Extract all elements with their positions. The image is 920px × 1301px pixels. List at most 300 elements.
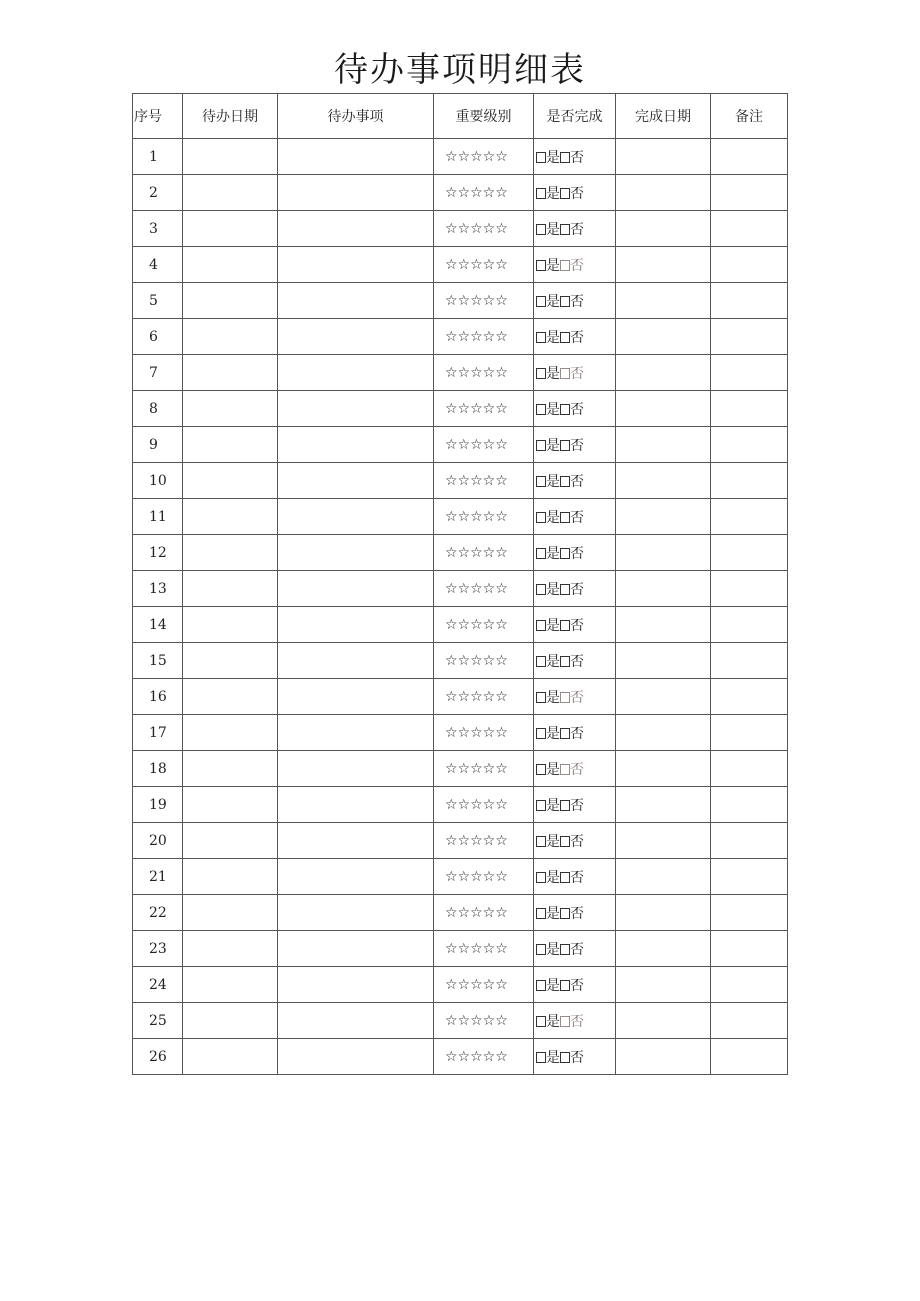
yes-label: 是 <box>546 185 560 202</box>
remarks-cell[interactable] <box>711 247 788 283</box>
row-seq: 18 <box>133 751 183 787</box>
table-body <box>133 139 788 1075</box>
no-option <box>560 186 584 202</box>
no-checkbox-icon[interactable] <box>560 944 570 955</box>
remarks-cell[interactable] <box>711 715 788 751</box>
row-seq: 1 <box>133 139 183 175</box>
row-seq: 16 <box>133 679 183 715</box>
remarks-cell[interactable] <box>711 1003 788 1039</box>
row-seq: 19 <box>133 787 183 823</box>
yes-label: 是 <box>546 617 560 634</box>
todo-date-cell[interactable] <box>183 787 278 823</box>
completed-date-cell[interactable] <box>616 859 711 895</box>
header-priority: 重要级别 <box>434 94 534 139</box>
todo-item-cell[interactable] <box>278 643 434 679</box>
header-seq: 序号 <box>133 94 183 139</box>
yes-label: 是 <box>546 797 560 814</box>
todo-item-cell[interactable] <box>278 679 434 715</box>
row-seq: 20 <box>133 823 183 859</box>
completed-date-cell[interactable] <box>616 1003 711 1039</box>
remarks-cell[interactable] <box>711 1039 788 1075</box>
yes-label: 是 <box>546 833 560 850</box>
yes-label: 是 <box>546 581 560 598</box>
todo-date-cell[interactable] <box>183 715 278 751</box>
no-checkbox-icon[interactable] <box>560 296 570 307</box>
no-option <box>560 222 584 238</box>
todo-date-cell[interactable] <box>183 499 278 535</box>
completed-date-cell[interactable] <box>616 175 711 211</box>
no-label: 否 <box>570 437 584 454</box>
todo-item-cell[interactable] <box>278 967 434 1003</box>
yes-label: 是 <box>546 221 560 238</box>
todo-date-cell[interactable] <box>183 463 278 499</box>
todo-date-cell[interactable] <box>183 1039 278 1075</box>
no-label: 否 <box>570 977 584 994</box>
priority-stars[interactable]: ☆☆☆☆☆ <box>434 391 534 427</box>
no-label: 否 <box>570 149 584 166</box>
todo-item-cell[interactable] <box>278 391 434 427</box>
priority-stars[interactable]: ☆☆☆☆☆ <box>434 787 534 823</box>
no-option <box>560 150 584 166</box>
no-checkbox-icon[interactable] <box>560 800 570 811</box>
todo-date-cell[interactable] <box>183 931 278 967</box>
yes-checkbox-icon[interactable] <box>536 440 546 451</box>
todo-item-cell[interactable] <box>278 355 434 391</box>
remarks-cell[interactable] <box>711 643 788 679</box>
completed-options <box>534 319 616 355</box>
yes-checkbox-icon[interactable] <box>536 404 546 415</box>
yes-checkbox-icon[interactable] <box>536 476 546 487</box>
todo-date-cell[interactable] <box>183 1003 278 1039</box>
todo-item-cell[interactable] <box>278 571 434 607</box>
todo-date-cell[interactable] <box>183 139 278 175</box>
no-label: 否 <box>570 293 584 310</box>
yes-checkbox-icon[interactable] <box>536 944 546 955</box>
yes-checkbox-icon[interactable] <box>536 728 546 739</box>
header-todo-date: 待办日期 <box>183 94 278 139</box>
todo-date-cell[interactable] <box>183 607 278 643</box>
no-option <box>560 474 584 490</box>
no-label: 否 <box>570 941 584 958</box>
no-option <box>560 798 584 814</box>
completed-date-cell[interactable] <box>616 211 711 247</box>
completed-options <box>534 679 616 715</box>
no-label: 否 <box>570 797 584 814</box>
remarks-cell[interactable] <box>711 895 788 931</box>
no-checkbox-icon[interactable] <box>560 728 570 739</box>
completed-options <box>534 571 616 607</box>
row-seq: 5 <box>133 283 183 319</box>
completed-date-cell[interactable] <box>616 571 711 607</box>
yes-label: 是 <box>546 437 560 454</box>
completed-date-cell[interactable] <box>616 391 711 427</box>
row-seq: 10 <box>133 463 183 499</box>
table-row <box>133 175 788 211</box>
completed-options <box>534 247 616 283</box>
yes-checkbox-icon[interactable] <box>536 368 546 379</box>
completed-date-cell[interactable] <box>616 895 711 931</box>
yes-checkbox-icon[interactable] <box>536 512 546 523</box>
no-checkbox-icon[interactable] <box>560 188 570 199</box>
no-label: 否 <box>570 221 584 238</box>
todo-date-cell[interactable] <box>183 427 278 463</box>
no-option <box>560 654 584 670</box>
no-option <box>560 402 584 418</box>
todo-item-cell[interactable] <box>278 463 434 499</box>
todo-date-cell[interactable] <box>183 643 278 679</box>
completed-options <box>534 211 616 247</box>
priority-stars[interactable]: ☆☆☆☆☆ <box>434 499 534 535</box>
no-checkbox-icon[interactable] <box>560 476 570 487</box>
no-option <box>560 582 584 598</box>
completed-options <box>534 427 616 463</box>
row-seq: 26 <box>133 1039 183 1075</box>
completed-date-cell[interactable] <box>616 751 711 787</box>
priority-stars[interactable]: ☆☆☆☆☆ <box>434 355 534 391</box>
remarks-cell[interactable] <box>711 679 788 715</box>
todo-date-cell[interactable] <box>183 211 278 247</box>
completed-date-cell[interactable] <box>616 355 711 391</box>
row-seq: 4 <box>133 247 183 283</box>
priority-stars[interactable]: ☆☆☆☆☆ <box>434 1039 534 1075</box>
priority-stars[interactable]: ☆☆☆☆☆ <box>434 247 534 283</box>
row-seq: 22 <box>133 895 183 931</box>
remarks-cell[interactable] <box>711 931 788 967</box>
no-label: 否 <box>570 1013 584 1030</box>
yes-label: 是 <box>546 941 560 958</box>
completed-date-cell[interactable] <box>616 679 711 715</box>
todo-item-cell[interactable] <box>278 211 434 247</box>
no-checkbox-icon[interactable] <box>560 692 570 703</box>
todo-date-cell[interactable] <box>183 283 278 319</box>
row-seq: 9 <box>133 427 183 463</box>
no-checkbox-icon[interactable] <box>560 404 570 415</box>
row-seq: 3 <box>133 211 183 247</box>
yes-checkbox-icon[interactable] <box>536 764 546 775</box>
yes-checkbox-icon[interactable] <box>536 692 546 703</box>
remarks-cell[interactable] <box>711 211 788 247</box>
no-label: 否 <box>570 617 584 634</box>
todo-item-cell[interactable] <box>278 247 434 283</box>
priority-stars[interactable]: ☆☆☆☆☆ <box>434 967 534 1003</box>
yes-label: 是 <box>546 293 560 310</box>
priority-stars[interactable]: ☆☆☆☆☆ <box>434 319 534 355</box>
table-row <box>133 1039 788 1075</box>
completed-date-cell[interactable] <box>616 715 711 751</box>
priority-stars[interactable]: ☆☆☆☆☆ <box>434 175 534 211</box>
table-row <box>133 427 788 463</box>
todo-item-cell[interactable] <box>278 931 434 967</box>
row-seq: 24 <box>133 967 183 1003</box>
yes-checkbox-icon[interactable] <box>536 224 546 235</box>
no-label: 否 <box>570 257 584 274</box>
yes-checkbox-icon[interactable] <box>536 980 546 991</box>
no-label: 否 <box>570 509 584 526</box>
yes-checkbox-icon[interactable] <box>536 908 546 919</box>
yes-checkbox-icon[interactable] <box>536 296 546 307</box>
no-checkbox-icon[interactable] <box>560 152 570 163</box>
no-checkbox-icon[interactable] <box>560 1052 570 1063</box>
remarks-cell[interactable] <box>711 535 788 571</box>
todo-item-cell[interactable] <box>278 427 434 463</box>
no-label: 否 <box>570 761 584 778</box>
yes-label: 是 <box>546 401 560 418</box>
row-seq: 23 <box>133 931 183 967</box>
table-row <box>133 1003 788 1039</box>
completed-date-cell[interactable] <box>616 427 711 463</box>
remarks-cell[interactable] <box>711 751 788 787</box>
remarks-cell[interactable] <box>711 823 788 859</box>
todo-item-cell[interactable] <box>278 823 434 859</box>
row-seq: 6 <box>133 319 183 355</box>
table-row <box>133 823 788 859</box>
priority-stars[interactable]: ☆☆☆☆☆ <box>434 931 534 967</box>
priority-stars[interactable]: ☆☆☆☆☆ <box>434 751 534 787</box>
priority-stars[interactable]: ☆☆☆☆☆ <box>434 895 534 931</box>
remarks-cell[interactable] <box>711 355 788 391</box>
yes-label: 是 <box>546 761 560 778</box>
todo-item-cell[interactable] <box>278 283 434 319</box>
todo-item-cell[interactable] <box>278 751 434 787</box>
remarks-cell[interactable] <box>711 319 788 355</box>
no-label: 否 <box>570 365 584 382</box>
todo-date-cell[interactable] <box>183 679 278 715</box>
header-completed: 是否完成 <box>534 94 616 139</box>
completed-options <box>534 499 616 535</box>
priority-stars[interactable]: ☆☆☆☆☆ <box>434 679 534 715</box>
table-row <box>133 283 788 319</box>
yes-checkbox-icon[interactable] <box>536 836 546 847</box>
todo-item-cell[interactable] <box>278 1039 434 1075</box>
no-option <box>560 942 584 958</box>
yes-checkbox-icon[interactable] <box>536 1052 546 1063</box>
yes-checkbox-icon[interactable] <box>536 872 546 883</box>
todo-item-cell[interactable] <box>278 607 434 643</box>
completed-date-cell[interactable] <box>616 247 711 283</box>
yes-checkbox-icon[interactable] <box>536 656 546 667</box>
header-todo-item: 待办事项 <box>278 94 434 139</box>
no-checkbox-icon[interactable] <box>560 764 570 775</box>
completed-options <box>534 823 616 859</box>
todo-item-cell[interactable] <box>278 715 434 751</box>
completed-date-cell[interactable] <box>616 535 711 571</box>
todo-item-cell[interactable] <box>278 859 434 895</box>
yes-label: 是 <box>546 869 560 886</box>
todo-item-cell[interactable] <box>278 787 434 823</box>
header-completed-date: 完成日期 <box>616 94 711 139</box>
todo-item-cell[interactable] <box>278 1003 434 1039</box>
remarks-cell[interactable] <box>711 787 788 823</box>
no-checkbox-icon[interactable] <box>560 332 570 343</box>
completed-date-cell[interactable] <box>616 463 711 499</box>
completed-date-cell[interactable] <box>616 931 711 967</box>
completed-options <box>534 715 616 751</box>
no-option <box>560 906 584 922</box>
no-checkbox-icon[interactable] <box>560 908 570 919</box>
completed-options <box>534 139 616 175</box>
row-seq: 17 <box>133 715 183 751</box>
yes-checkbox-icon[interactable] <box>536 584 546 595</box>
no-checkbox-icon[interactable] <box>560 1016 570 1027</box>
yes-checkbox-icon[interactable] <box>536 620 546 631</box>
priority-stars[interactable]: ☆☆☆☆☆ <box>434 463 534 499</box>
todo-item-cell[interactable] <box>278 499 434 535</box>
yes-checkbox-icon[interactable] <box>536 1016 546 1027</box>
no-option <box>560 438 584 454</box>
table-row <box>133 715 788 751</box>
no-checkbox-icon[interactable] <box>560 440 570 451</box>
yes-label: 是 <box>546 257 560 274</box>
yes-checkbox-icon[interactable] <box>536 152 546 163</box>
remarks-cell[interactable] <box>711 463 788 499</box>
priority-stars[interactable]: ☆☆☆☆☆ <box>434 427 534 463</box>
completed-options <box>534 859 616 895</box>
no-checkbox-icon[interactable] <box>560 584 570 595</box>
row-seq: 13 <box>133 571 183 607</box>
no-option <box>560 546 584 562</box>
todo-date-cell[interactable] <box>183 247 278 283</box>
todo-date-cell[interactable] <box>183 895 278 931</box>
todo-date-cell[interactable] <box>183 859 278 895</box>
completed-date-cell[interactable] <box>616 1039 711 1075</box>
no-option <box>560 978 584 994</box>
yes-checkbox-icon[interactable] <box>536 800 546 811</box>
no-option <box>560 834 584 850</box>
no-checkbox-icon[interactable] <box>560 548 570 559</box>
priority-stars[interactable]: ☆☆☆☆☆ <box>434 1003 534 1039</box>
yes-checkbox-icon[interactable] <box>536 332 546 343</box>
todo-date-cell[interactable] <box>183 175 278 211</box>
no-checkbox-icon[interactable] <box>560 620 570 631</box>
completed-date-cell[interactable] <box>616 319 711 355</box>
table-row <box>133 463 788 499</box>
todo-date-cell[interactable] <box>183 535 278 571</box>
table-row <box>133 643 788 679</box>
table-row <box>133 139 788 175</box>
yes-label: 是 <box>546 365 560 382</box>
yes-checkbox-icon[interactable] <box>536 548 546 559</box>
todo-item-cell[interactable] <box>278 319 434 355</box>
todo-item-cell[interactable] <box>278 175 434 211</box>
no-label: 否 <box>570 1049 584 1066</box>
no-label: 否 <box>570 329 584 346</box>
completed-date-cell[interactable] <box>616 607 711 643</box>
priority-stars[interactable]: ☆☆☆☆☆ <box>434 283 534 319</box>
todo-date-cell[interactable] <box>183 751 278 787</box>
no-checkbox-icon[interactable] <box>560 224 570 235</box>
no-checkbox-icon[interactable] <box>560 368 570 379</box>
table-row <box>133 607 788 643</box>
todo-date-cell[interactable] <box>183 391 278 427</box>
completed-date-cell[interactable] <box>616 499 711 535</box>
table-row <box>133 211 788 247</box>
todo-date-cell[interactable] <box>183 823 278 859</box>
table-row <box>133 751 788 787</box>
priority-stars[interactable]: ☆☆☆☆☆ <box>434 139 534 175</box>
page-title: 待办事项明细表 <box>334 50 586 90</box>
completed-date-cell[interactable] <box>616 823 711 859</box>
no-checkbox-icon[interactable] <box>560 836 570 847</box>
no-label: 否 <box>570 401 584 418</box>
completed-options <box>534 175 616 211</box>
completed-date-cell[interactable] <box>616 787 711 823</box>
remarks-cell[interactable] <box>711 391 788 427</box>
table-row <box>133 895 788 931</box>
no-checkbox-icon[interactable] <box>560 260 570 271</box>
remarks-cell[interactable] <box>711 967 788 1003</box>
priority-stars[interactable]: ☆☆☆☆☆ <box>434 607 534 643</box>
no-checkbox-icon[interactable] <box>560 656 570 667</box>
todo-item-cell[interactable] <box>278 895 434 931</box>
remarks-cell[interactable] <box>711 607 788 643</box>
no-checkbox-icon[interactable] <box>560 980 570 991</box>
table-row <box>133 499 788 535</box>
table-row <box>133 355 788 391</box>
yes-label: 是 <box>546 1049 560 1066</box>
no-option <box>560 618 584 634</box>
remarks-cell[interactable] <box>711 427 788 463</box>
completed-date-cell[interactable] <box>616 283 711 319</box>
remarks-cell[interactable] <box>711 499 788 535</box>
yes-label: 是 <box>546 977 560 994</box>
priority-stars[interactable]: ☆☆☆☆☆ <box>434 211 534 247</box>
table-row <box>133 787 788 823</box>
completed-options <box>534 391 616 427</box>
no-label: 否 <box>570 545 584 562</box>
remarks-cell[interactable] <box>711 571 788 607</box>
todo-date-cell[interactable] <box>183 355 278 391</box>
table-row <box>133 931 788 967</box>
yes-checkbox-icon[interactable] <box>536 188 546 199</box>
completed-options <box>534 895 616 931</box>
todo-item-cell[interactable] <box>278 139 434 175</box>
todo-date-cell[interactable] <box>183 967 278 1003</box>
no-option <box>560 690 584 706</box>
remarks-cell[interactable] <box>711 139 788 175</box>
todo-item-cell[interactable] <box>278 535 434 571</box>
todo-date-cell[interactable] <box>183 571 278 607</box>
yes-checkbox-icon[interactable] <box>536 260 546 271</box>
remarks-cell[interactable] <box>711 283 788 319</box>
no-option <box>560 870 584 886</box>
todo-date-cell[interactable] <box>183 319 278 355</box>
no-checkbox-icon[interactable] <box>560 872 570 883</box>
completed-options <box>534 1003 616 1039</box>
priority-stars[interactable]: ☆☆☆☆☆ <box>434 823 534 859</box>
no-option <box>560 762 584 778</box>
table-row <box>133 967 788 1003</box>
completed-date-cell[interactable] <box>616 139 711 175</box>
no-checkbox-icon[interactable] <box>560 512 570 523</box>
completed-date-cell[interactable] <box>616 643 711 679</box>
row-seq: 11 <box>133 499 183 535</box>
priority-stars[interactable]: ☆☆☆☆☆ <box>434 535 534 571</box>
priority-stars[interactable]: ☆☆☆☆☆ <box>434 643 534 679</box>
yes-label: 是 <box>546 653 560 670</box>
completed-date-cell[interactable] <box>616 967 711 1003</box>
table-row <box>133 535 788 571</box>
remarks-cell[interactable] <box>711 175 788 211</box>
remarks-cell[interactable] <box>711 859 788 895</box>
no-option <box>560 726 584 742</box>
table-row <box>133 679 788 715</box>
no-option <box>560 330 584 346</box>
priority-stars[interactable]: ☆☆☆☆☆ <box>434 715 534 751</box>
table-row <box>133 859 788 895</box>
priority-stars[interactable]: ☆☆☆☆☆ <box>434 571 534 607</box>
completed-options <box>534 643 616 679</box>
priority-stars[interactable]: ☆☆☆☆☆ <box>434 859 534 895</box>
